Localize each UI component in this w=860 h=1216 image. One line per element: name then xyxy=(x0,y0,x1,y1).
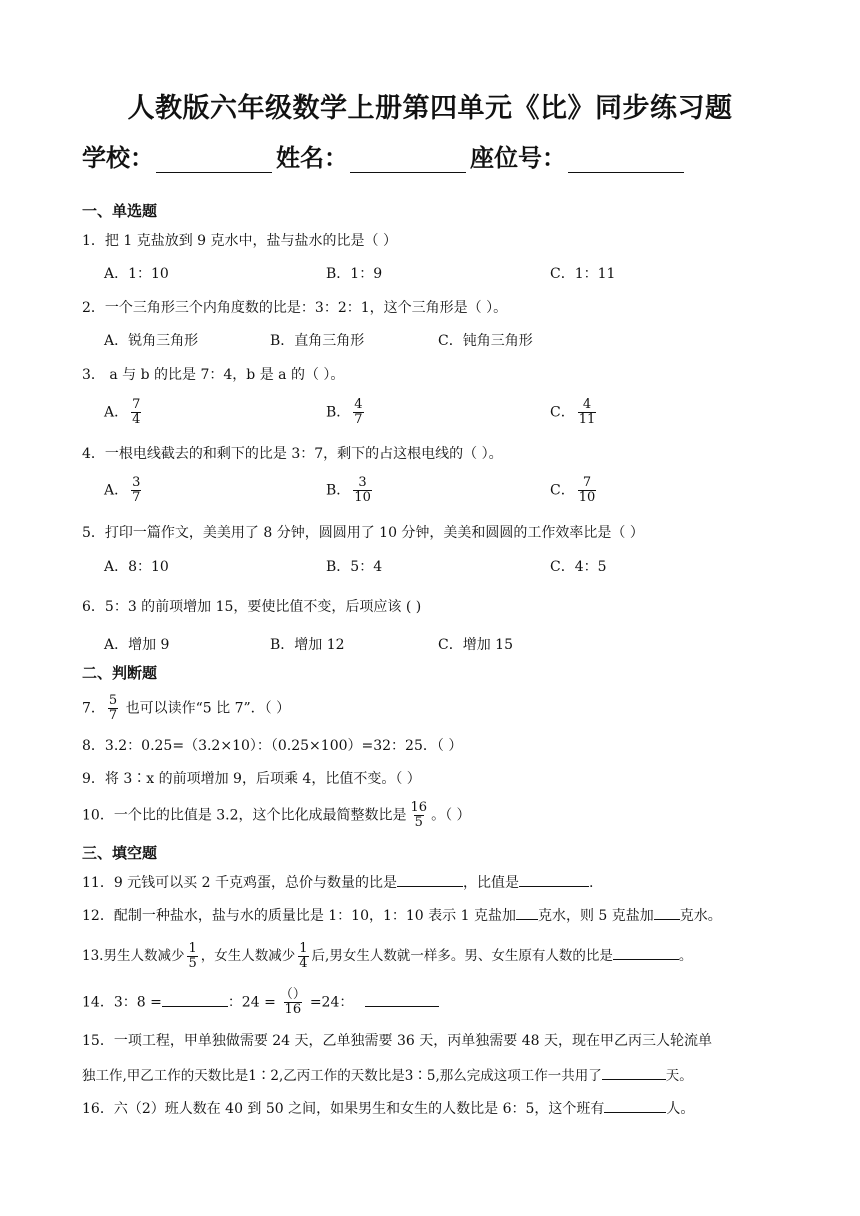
fraction: $\frac{7}{4}$ xyxy=(132,397,141,427)
section-heading-true-false: 二、判断题 xyxy=(82,664,158,682)
fraction: $\frac{7}{10}$ xyxy=(578,475,596,505)
q1-option-b[interactable]: B．1：9 xyxy=(326,266,383,282)
fraction: $\frac{4}{11}$ xyxy=(578,397,596,427)
page-title: 人教版六年级数学上册第四单元《比》同步练习题 xyxy=(127,93,733,124)
question-8: 8．3.2：0.25=（3.2×10）：（0.25×100）=32：25．（ ） xyxy=(82,738,463,754)
answer-blank[interactable] xyxy=(519,872,589,887)
question-4: 4．一根电线截去的和剩下的比是 3：7，剩下的占这根电线的（ ）。 xyxy=(82,446,503,462)
q4-option-a[interactable]: A． $\frac{3}{7}$ xyxy=(104,475,141,505)
question-2: 2．一个三角形三个内角度数的比是：3：2：1，这个三角形是（ ）。 xyxy=(82,300,508,316)
name-field[interactable] xyxy=(350,146,466,173)
fraction: $\frac{3}{10}$ xyxy=(354,475,371,505)
q3-option-a[interactable]: A． $\frac{7}{4}$ xyxy=(104,397,141,427)
q6-option-b[interactable]: B．增加 12 xyxy=(270,637,345,653)
section-heading-single-choice: 一、单选题 xyxy=(82,202,158,220)
q2-option-a[interactable]: A．锐角三角形 xyxy=(104,333,199,349)
question-9: 9．将 3∶x 的前项增加 9，后项乘 4，比值不变。（ ） xyxy=(82,771,421,787)
answer-blank[interactable] xyxy=(162,992,228,1007)
q3-option-b[interactable]: B． $\frac{4}{7}$ xyxy=(326,397,363,427)
answer-blank[interactable] xyxy=(397,872,463,887)
question-11: 11．9 元钱可以买 2 千克鸡蛋，总价与数量的比是 ，比值是 . xyxy=(82,872,593,892)
seat-field[interactable] xyxy=(568,146,684,173)
q1-option-a[interactable]: A．1：10 xyxy=(104,266,169,282)
q4-option-c[interactable]: C． $\frac{7}{10}$ xyxy=(550,475,596,505)
answer-blank[interactable] xyxy=(516,905,538,920)
q5-option-a[interactable]: A．8：10 xyxy=(104,559,169,575)
fraction: $\frac{()}{16}$ xyxy=(279,987,306,1017)
question-15-line-2: 独工作,甲乙工作的天数比是1∶2,乙丙工作的天数比是3∶5,那么完成这项工作一共用了 天。 xyxy=(82,1064,693,1084)
answer-blank[interactable] xyxy=(654,905,680,920)
fraction: $\frac{16}{5}$ xyxy=(410,800,428,830)
q1-option-c[interactable]: C．1：11 xyxy=(550,266,616,282)
fraction: $\frac{1}{4}$ xyxy=(299,941,308,971)
question-5: 5．打印一篇作文，美美用了 8 分钟，圆圆用了 10 分钟，美美和圆圆的工作效率比是（ ） xyxy=(82,525,644,541)
name-label: 姓名： xyxy=(276,144,348,172)
q6-option-c[interactable]: C．增加 15 xyxy=(438,637,513,653)
question-7: 7． $\frac{5}{7}$ 也可以读作“5 比 7”．（ ） xyxy=(82,693,291,723)
question-13: 13.男生人数减少 $\frac{1}{5}$ ，女生人数减少 $\frac{1}{4}$ 后,男女生人数就一样多。男、女生原有人数的比是 。 xyxy=(82,941,693,971)
question-14: 14．3：8 = ：24 = $\frac{()}{16}$ =24： xyxy=(82,988,439,1017)
q5-option-b[interactable]: B．5：4 xyxy=(326,559,383,575)
question-12: 12．配制一种盐水，盐与水的质量比是 1：10，1：10 表示 1 克盐加 克水，则 5 克盐加 克水。 xyxy=(82,905,722,925)
question-16: 16．六（2）班人数在 40 到 50 之间，如果男生和女生的人数比是 6：5，这个班有 人。 xyxy=(82,1098,694,1118)
answer-blank[interactable] xyxy=(365,992,439,1007)
question-15-line-1: 15．一项工程，甲单独做需要 24 天，乙单独需要 36 天，丙单独需要 48 天，现在甲乙丙三人轮流单 xyxy=(82,1033,712,1049)
question-6: 6．5：3 的前项增加 15，要使比值不变，后项应该 ( ) xyxy=(82,599,422,615)
q2-option-c[interactable]: C．钝角三角形 xyxy=(438,333,533,349)
student-info-row xyxy=(82,138,688,173)
q5-option-c[interactable]: C．4：5 xyxy=(550,559,607,575)
answer-blank[interactable] xyxy=(613,945,679,960)
school-field[interactable] xyxy=(156,146,272,173)
question-10: 10．一个比的比值是 3.2，这个比化成最简整数比是 $\frac{16}{5}$ 。（ ） xyxy=(82,800,471,830)
q4-option-b[interactable]: B． $\frac{3}{10}$ xyxy=(326,475,371,505)
section-heading-fill-in: 三、填空题 xyxy=(82,844,158,862)
seat-label: 座位号： xyxy=(470,144,566,172)
fraction: $\frac{5}{7}$ xyxy=(108,693,118,723)
fraction: $\frac{3}{7}$ xyxy=(132,475,141,505)
q6-option-a[interactable]: A．增加 9 xyxy=(104,637,170,653)
q2-option-b[interactable]: B．直角三角形 xyxy=(270,333,365,349)
question-3: 3． a 与 b 的比是 7：4，b 是 a 的（ ）。 xyxy=(82,367,345,383)
school-label: 学校： xyxy=(82,144,154,172)
q3-option-c[interactable]: C． $\frac{4}{11}$ xyxy=(550,397,596,427)
fraction: $\frac{1}{5}$ xyxy=(188,941,197,971)
answer-blank[interactable] xyxy=(604,1098,666,1113)
answer-blank[interactable] xyxy=(602,1065,666,1080)
fraction: $\frac{4}{7}$ xyxy=(354,397,363,427)
question-1: 1．把 1 克盐放到 9 克水中，盐与盐水的比是（ ） xyxy=(82,233,397,249)
